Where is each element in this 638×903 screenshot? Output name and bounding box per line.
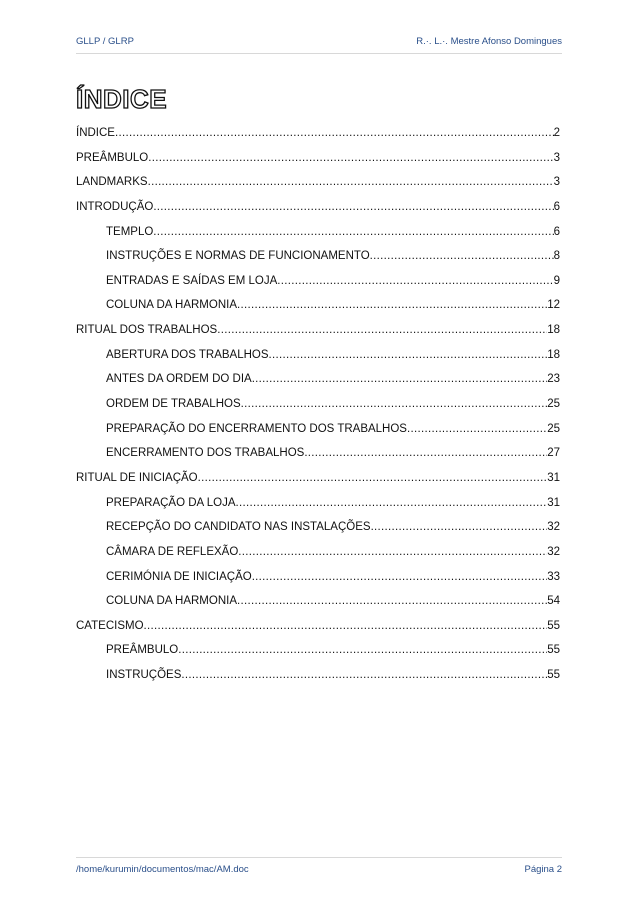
toc-entry[interactable] (76, 571, 560, 596)
toc-dot-leader (277, 275, 553, 287)
toc-entry-page: 55 (547, 619, 560, 632)
toc-entry-page: 6 (553, 200, 560, 213)
toc-entry[interactable] (76, 349, 560, 374)
toc-entry[interactable] (76, 152, 560, 177)
toc-entry-label: INTRODUÇÃO (76, 200, 154, 213)
toc-entry-page: 3 (553, 176, 560, 189)
toc-entry-page: 3 (553, 151, 560, 164)
toc-dot-leader (371, 521, 548, 533)
toc-dot-leader (236, 497, 548, 509)
toc-dot-leader (238, 546, 547, 558)
page-title: ÍNDICE (76, 84, 168, 114)
toc-entry-page: 54 (547, 595, 560, 608)
toc-entry-page: 31 (547, 471, 560, 484)
toc-dot-leader (144, 620, 548, 632)
toc-entry[interactable] (76, 299, 560, 324)
toc-dot-leader (198, 472, 548, 484)
toc-dot-leader (153, 201, 553, 213)
toc-entry-page: 55 (547, 669, 560, 682)
toc-entry-label: ENTRADAS E SAÍDAS EM LOJA (106, 274, 278, 287)
toc-entry-page: 25 (547, 398, 560, 411)
toc-dot-leader (252, 373, 548, 385)
toc-entry[interactable] (76, 275, 560, 300)
toc-dot-leader (148, 176, 554, 188)
toc-entry[interactable] (76, 324, 560, 349)
toc-entry[interactable] (76, 373, 560, 398)
toc-entry[interactable] (76, 447, 560, 472)
toc-entry-page: 12 (547, 299, 560, 312)
toc-entry-label: INSTRUÇÕES (106, 669, 182, 682)
header-right-text: R.·. L.·. Mestre Afonso Domingues (416, 36, 562, 47)
toc-dot-leader (148, 152, 553, 164)
toc-entry-label: INSTRUÇÕES E NORMAS DE FUNCIONAMENTO (106, 250, 370, 263)
toc-entry[interactable] (76, 176, 560, 201)
toc-entry-page: 2 (553, 127, 560, 139)
toc-entry-label: CERIMÓNIA DE INICIAÇÃO (106, 570, 252, 583)
toc-entry-page: 23 (547, 373, 560, 386)
toc-entry-label: PREÂMBULO (106, 644, 179, 657)
toc-dot-leader (237, 595, 547, 607)
page-footer (76, 864, 562, 878)
toc-entry[interactable] (76, 521, 560, 546)
toc-entry[interactable] (76, 669, 560, 694)
toc-entry-label: ÍNDICE (76, 127, 115, 139)
toc-dot-leader (269, 349, 548, 361)
toc-entry-page: 32 (547, 545, 560, 558)
table-of-contents (76, 127, 560, 694)
toc-entry-label: PREPARAÇÃO DO ENCERRAMENTO DOS TRABALHOS (106, 422, 407, 435)
toc-entry-page: 27 (547, 447, 560, 460)
toc-entry[interactable] (76, 644, 560, 669)
toc-entry[interactable] (76, 595, 560, 620)
toc-entry-page: 33 (547, 570, 560, 583)
toc-entry[interactable] (76, 620, 560, 645)
toc-entry[interactable] (76, 127, 560, 152)
toc-entry-page: 9 (553, 274, 560, 287)
toc-dot-leader (217, 324, 547, 336)
page-header (76, 36, 562, 50)
header-left-text: GLLP / GLRP (76, 36, 134, 47)
toc-entry-page: 6 (553, 225, 560, 238)
toc-entry-label: ORDEM DE TRABALHOS (106, 398, 241, 411)
toc-entry-page: 8 (553, 250, 560, 263)
toc-entry-label: COLUNA DA HARMONIA (106, 595, 237, 608)
toc-entry-label: COLUNA DA HARMONIA (106, 299, 237, 312)
toc-entry-label: RITUAL DE INICIAÇÃO (76, 471, 198, 484)
toc-entry-label: RITUAL DOS TRABALHOS (76, 324, 218, 337)
toc-entry-page: 31 (547, 496, 560, 509)
toc-dot-leader (237, 299, 547, 311)
footer-divider (76, 857, 562, 858)
toc-entry[interactable] (76, 226, 560, 251)
toc-dot-leader (304, 447, 547, 459)
toc-entry-page: 18 (547, 324, 560, 337)
toc-dot-leader (178, 644, 547, 656)
toc-entry[interactable] (76, 201, 560, 226)
footer-file-path: /home/kurumin/documentos/mac/AM.doc (76, 864, 249, 875)
toc-entry-label: ANTES DA ORDEM DO DIA (106, 373, 252, 386)
toc-entry-page: 25 (547, 422, 560, 435)
toc-dot-leader (252, 571, 548, 583)
toc-entry-label: ENCERRAMENTO DOS TRABALHOS (106, 447, 305, 460)
toc-entry-label: CÂMARA DE REFLEXÃO (106, 545, 239, 558)
toc-entry-label: PREPARAÇÃO DA LOJA (106, 496, 236, 509)
toc-entry-label: RECEPÇÃO DO CANDIDATO NAS INSTALAÇÕES (106, 521, 371, 534)
toc-dot-leader (370, 250, 554, 262)
toc-entry-label: CATECISMO (76, 619, 144, 632)
toc-dot-leader (153, 226, 553, 238)
toc-entry[interactable] (76, 497, 560, 522)
toc-dot-leader (241, 398, 548, 410)
toc-entry-label: PREÂMBULO (76, 151, 149, 164)
toc-entry-page: 55 (547, 644, 560, 657)
toc-dot-leader (407, 423, 547, 435)
toc-entry[interactable] (76, 472, 560, 497)
toc-entry[interactable] (76, 250, 560, 275)
header-divider (76, 53, 562, 54)
toc-entry[interactable] (76, 546, 560, 571)
toc-entry-page: 18 (547, 348, 560, 361)
toc-dot-leader (181, 669, 547, 681)
toc-entry[interactable] (76, 423, 560, 448)
toc-entry-label: ABERTURA DOS TRABALHOS (106, 348, 269, 361)
toc-dot-leader (115, 127, 554, 139)
toc-entry[interactable] (76, 398, 560, 423)
toc-entry-label: TEMPLO (106, 225, 154, 238)
toc-entry-label: LANDMARKS (76, 176, 148, 189)
footer-page-number: Página 2 (524, 864, 562, 875)
toc-entry-page: 32 (547, 521, 560, 534)
